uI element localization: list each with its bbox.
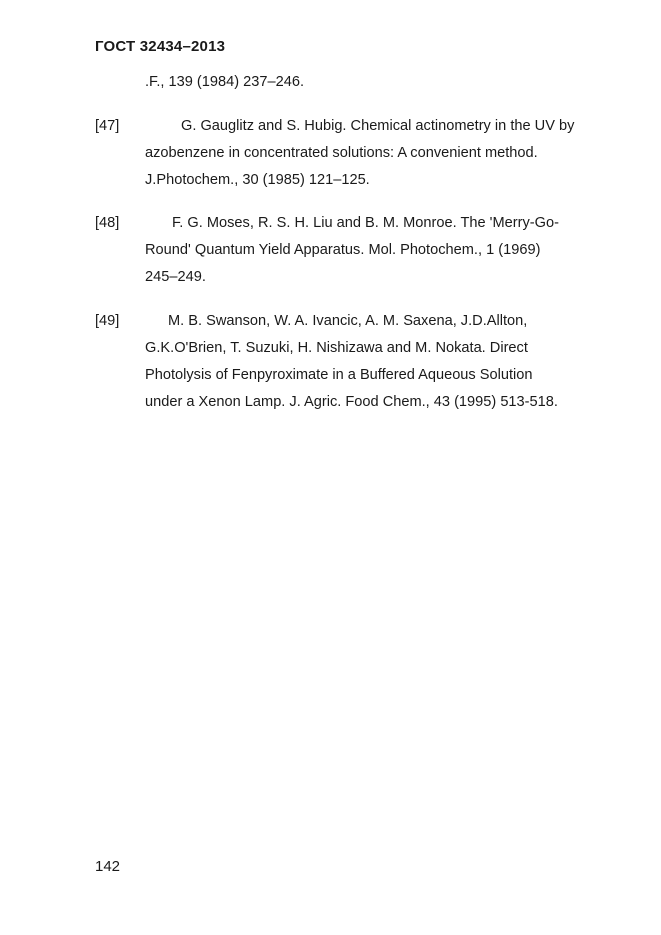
reference-line: M. B. Swanson, W. A. Ivancic, A. M. Saxena, J.D.Allton,	[168, 313, 528, 329]
page-number: 142	[95, 858, 121, 875]
reference-number: [48]	[95, 215, 120, 231]
reference-line: Photolysis of Fenpyroximate in a Buffered Aqueous Solution	[145, 367, 533, 383]
reference-line: G. Gauglitz and S. Hubig. Chemical actinometry in the UV by	[181, 118, 575, 134]
reference-line: F. G. Moses, R. S. H. Liu and B. M. Monroe. The 'Merry-Go-	[172, 215, 559, 231]
reference-49	[95, 308, 615, 416]
reference-line: under a Xenon Lamp. J. Agric. Food Chem., 43 (1995) 513-518.	[145, 394, 558, 410]
reference-line: Round' Quantum Yield Apparatus. Mol. Photochem., 1 (1969)	[145, 242, 541, 258]
page-header-title: ГОСТ 32434–2013	[95, 38, 226, 55]
reference-number: [49]	[95, 313, 120, 329]
reference-line: J.Photochem., 30 (1985) 121–125.	[145, 172, 370, 188]
reference-line: 245–249.	[145, 269, 206, 285]
reference-47	[95, 113, 615, 194]
reference-line: azobenzene in concentrated solutions: A convenient method.	[145, 145, 538, 161]
reference-48	[95, 210, 615, 291]
reference-number: [47]	[95, 118, 120, 134]
reference-line: G.K.O'Brien, T. Suzuki, H. Nishizawa and M. Nokata. Direct	[145, 340, 528, 356]
continuation-line: .F., 139 (1984) 237–246.	[145, 74, 305, 90]
